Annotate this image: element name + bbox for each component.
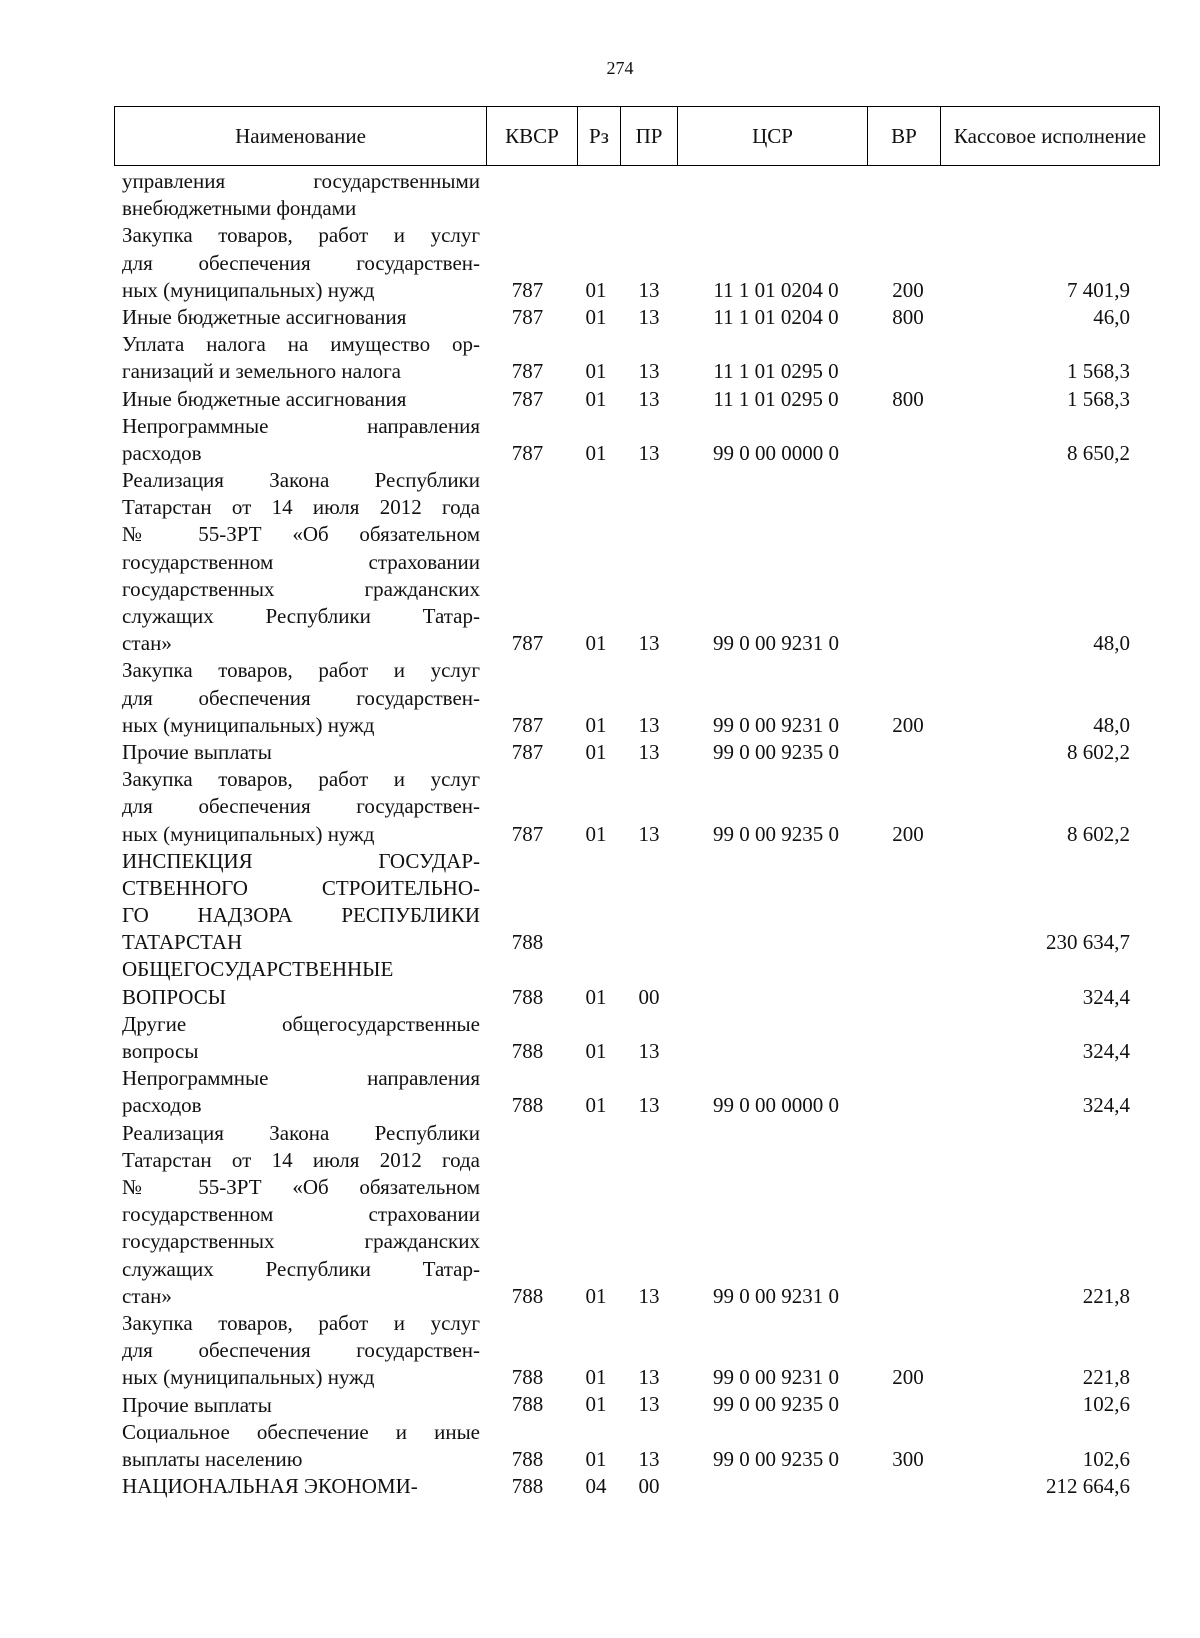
row-csr: 11 1 01 0295 0 [713,359,839,384]
row-name-line: ТАТАРСТАН [122,930,243,955]
row-rz: 01 [585,386,607,411]
row-name [114,467,480,657]
row-sum: 102,6 [1082,1446,1130,1471]
row-kvsr: 788 [511,930,544,955]
row-pr: 13 [638,1283,660,1308]
row-name-line: Непрограммные направления [122,413,480,438]
row-vr: 200 [892,1365,924,1390]
row-pr: 13 [638,277,660,302]
row-sum: 324,4 [1082,984,1130,1009]
row-name [114,657,480,739]
row-name-line: Закупка товаров, работ и услуг [122,767,480,792]
row-name-line: государственных гражданских [122,576,480,601]
row-name [114,766,480,848]
row-name [114,956,480,1010]
row-name [114,1419,480,1473]
table-row [114,331,1160,385]
row-sum: 102,6 [1082,1392,1130,1417]
row-csr: 99 0 00 9231 0 [713,1365,839,1390]
row-name-line: для обеспечения государствен- [122,685,480,710]
row-rz: 01 [585,1283,607,1308]
row-name-line: Татарстан от 14 июля 2012 года [122,495,480,520]
row-kvsr: 787 [511,712,544,737]
table-row [114,739,1160,766]
row-kvsr: 787 [511,440,544,465]
header-pr: ПР [621,107,678,165]
row-name-line: управления государственными [122,169,480,193]
row-rz: 01 [585,1365,607,1390]
row-name [114,848,480,957]
row-name-line: Закупка товаров, работ и услуг [122,223,480,248]
row-name-line: служащих Республики Татар- [122,604,480,629]
row-name-line: ОБЩЕГОСУДАРСТВЕННЫЕ [122,957,394,982]
row-rz: 01 [585,1093,607,1118]
row-name-line: Закупка товаров, работ и услуг [122,1310,480,1335]
row-name-line: Иные бюджетные ассигнования [122,304,407,329]
row-sum: 7 401,9 [1067,277,1130,302]
row-kvsr: 787 [511,304,544,329]
row-name-line: Иные бюджетные ассигнования [122,386,407,411]
row-name-line: расходов [122,1093,202,1118]
row-csr: 99 0 00 9235 0 [713,1446,839,1471]
row-name-line: Реализация Закона Республики [122,1120,480,1145]
row-name [114,413,480,467]
row-kvsr: 787 [511,631,544,656]
row-pr: 13 [638,1446,660,1471]
row-sum: 230 634,7 [1046,930,1130,955]
row-name [114,386,480,413]
row-name-line: Закупка товаров, работ и услуг [122,658,480,683]
row-rz: 01 [585,1039,607,1064]
row-pr: 13 [638,304,660,329]
row-kvsr: 788 [511,1474,544,1499]
row-pr: 13 [638,1039,660,1064]
row-rz: 01 [585,739,607,764]
row-sum: 1 568,3 [1067,359,1130,384]
table-row [114,168,1160,222]
row-kvsr: 788 [511,1039,544,1064]
row-sum: 8 602,2 [1067,739,1130,764]
row-csr: 11 1 01 0204 0 [713,277,839,302]
row-sum: 48,0 [1093,712,1130,737]
table-row [114,1065,1160,1119]
row-name-line: Татарстан от 14 июля 2012 года [122,1147,480,1172]
row-name [114,1065,480,1119]
row-name-line: Непрограммные направления [122,1066,480,1091]
row-kvsr: 788 [511,1093,544,1118]
row-name [114,1392,480,1419]
row-pr: 13 [638,821,660,846]
row-csr: 99 0 00 9235 0 [713,821,839,846]
row-kvsr: 788 [511,1283,544,1308]
row-name-line: Социальное обеспечение и иные [122,1419,480,1444]
table-row [114,1419,1160,1473]
row-name-line: Уплата налога на имущество ор- [122,332,480,357]
row-csr: 99 0 00 9231 0 [713,1283,839,1308]
row-kvsr: 787 [511,821,544,846]
row-pr: 13 [638,712,660,737]
row-rz: 01 [585,304,607,329]
row-name [114,304,480,331]
row-sum: 221,8 [1082,1283,1130,1308]
row-name-line: Прочие выплаты [122,739,272,764]
row-sum: 8 650,2 [1067,440,1130,465]
row-vr: 200 [892,712,924,737]
row-pr: 13 [638,1093,660,1118]
header-csr: ЦСР [678,107,868,165]
row-rz: 01 [585,1446,607,1471]
row-kvsr: 787 [511,359,544,384]
table-row [114,222,1160,304]
table-row [114,386,1160,413]
row-name [114,1120,480,1310]
row-sum: 221,8 [1082,1365,1130,1390]
row-name-line: для обеспечения государствен- [122,794,480,819]
row-sum: 212 664,6 [1046,1474,1130,1499]
row-rz: 01 [585,277,607,302]
row-name-line: стан» [122,1283,172,1308]
row-name-line: ГО НАДЗОРА РЕСПУБЛИКИ [122,903,480,928]
row-rz: 01 [585,821,607,846]
row-vr: 200 [892,821,924,846]
row-csr: 99 0 00 9231 0 [713,631,839,656]
row-vr: 800 [892,304,924,329]
row-vr: 800 [892,386,924,411]
table-row [114,304,1160,331]
row-kvsr: 787 [511,386,544,411]
row-csr: 99 0 00 0000 0 [713,440,839,465]
row-name-line: государственном страховании [122,549,480,574]
row-kvsr: 788 [511,1392,544,1417]
row-pr: 13 [638,440,660,465]
row-kvsr: 788 [511,1446,544,1471]
row-name-line: ИНСПЕКЦИЯ ГОСУДАР- [122,848,480,873]
row-csr: 99 0 00 9231 0 [713,712,839,737]
row-name-line: стан» [122,631,172,656]
row-pr: 13 [638,1392,660,1417]
row-kvsr: 787 [511,739,544,764]
table-row [114,413,1160,467]
row-pr: 13 [638,359,660,384]
row-pr: 13 [638,739,660,764]
row-pr: 13 [638,386,660,411]
row-name-line: СТВЕННОГО СТРОИТЕЛЬНО- [122,875,480,900]
row-name-line: Прочие выплаты [122,1392,272,1417]
page-number: 274 [606,58,634,78]
row-sum: 48,0 [1093,631,1130,656]
header-kvsr: КВСР [487,107,578,165]
row-rz: 01 [585,712,607,737]
row-kvsr: 788 [511,984,544,1009]
row-csr: 11 1 01 0295 0 [713,386,839,411]
row-name [114,1310,480,1392]
row-pr: 13 [638,631,660,656]
row-sum: 1 568,3 [1067,386,1130,411]
row-csr: 99 0 00 9235 0 [713,1392,839,1417]
row-rz: 01 [585,1392,607,1417]
row-pr: 00 [638,984,660,1009]
row-name [114,1011,480,1065]
row-name-line: расходов [122,440,202,465]
table-row [114,1391,1160,1418]
row-name-line: ВОПРОСЫ [122,984,227,1009]
row-name [114,331,480,385]
row-name [114,168,480,222]
table-row [114,848,1160,957]
row-name [114,739,480,766]
row-name-line: ных (муниципальных) нужд [122,1365,375,1390]
row-name-line: № 55-ЗРТ «Об обязательном [122,522,480,547]
row-kvsr: 787 [511,277,544,302]
header-name: Наименование [115,107,487,165]
row-name-line: вопросы [122,1039,199,1064]
row-name-line: служащих Республики Татар- [122,1256,480,1281]
row-vr: 200 [892,277,924,302]
row-rz: 01 [585,359,607,384]
row-name-line: НАЦИОНАЛЬНАЯ ЭКОНОМИ- [122,1474,418,1499]
table-row [114,956,1160,1010]
row-name-line: выплаты населению [122,1446,303,1471]
header-vr: ВР [868,107,941,165]
row-name-line: внебюджетными фондами [122,196,357,221]
row-csr: 11 1 01 0204 0 [713,304,839,329]
row-name [114,1473,480,1500]
row-sum: 324,4 [1082,1039,1130,1064]
row-name-line: ных (муниципальных) нужд [122,821,375,846]
row-pr: 00 [638,1474,660,1499]
row-name-line: для обеспечения государствен- [122,250,480,275]
row-csr: 99 0 00 0000 0 [713,1093,839,1118]
table-row [114,1011,1160,1065]
row-csr: 99 0 00 9235 0 [713,739,839,764]
table-row [114,657,1160,739]
row-rz: 01 [585,631,607,656]
row-name-line: № 55-ЗРТ «Об обязательном [122,1174,480,1199]
header-sum: Кассовое исполнение [953,124,1147,148]
table-row [114,1310,1160,1392]
row-rz: 04 [585,1474,607,1499]
row-name-line: Другие общегосударственные [122,1011,480,1036]
row-rz: 01 [585,984,607,1009]
row-kvsr: 788 [511,1365,544,1390]
row-sum: 46,0 [1093,304,1130,329]
table-row [114,467,1160,657]
row-name-line: ганизаций и земельного налога [122,359,401,384]
row-name [114,222,480,304]
row-sum: 8 602,2 [1067,821,1130,846]
row-name-line: для обеспечения государствен- [122,1338,480,1363]
row-vr: 300 [892,1446,924,1471]
row-sum: 324,4 [1082,1093,1130,1118]
row-rz: 01 [585,440,607,465]
row-name-line: государственных гражданских [122,1229,480,1254]
header-rz: Рз [578,107,621,165]
table-header [114,106,1160,166]
table-row [114,1473,1160,1500]
row-pr: 13 [638,1365,660,1390]
row-name-line: ных (муниципальных) нужд [122,712,375,737]
table-body [114,168,1160,1500]
row-name-line: Реализация Закона Республики [122,468,480,493]
row-name-line: государственном страховании [122,1202,480,1227]
row-name-line: ных (муниципальных) нужд [122,277,375,302]
table-row [114,1120,1160,1310]
table-row [114,766,1160,848]
